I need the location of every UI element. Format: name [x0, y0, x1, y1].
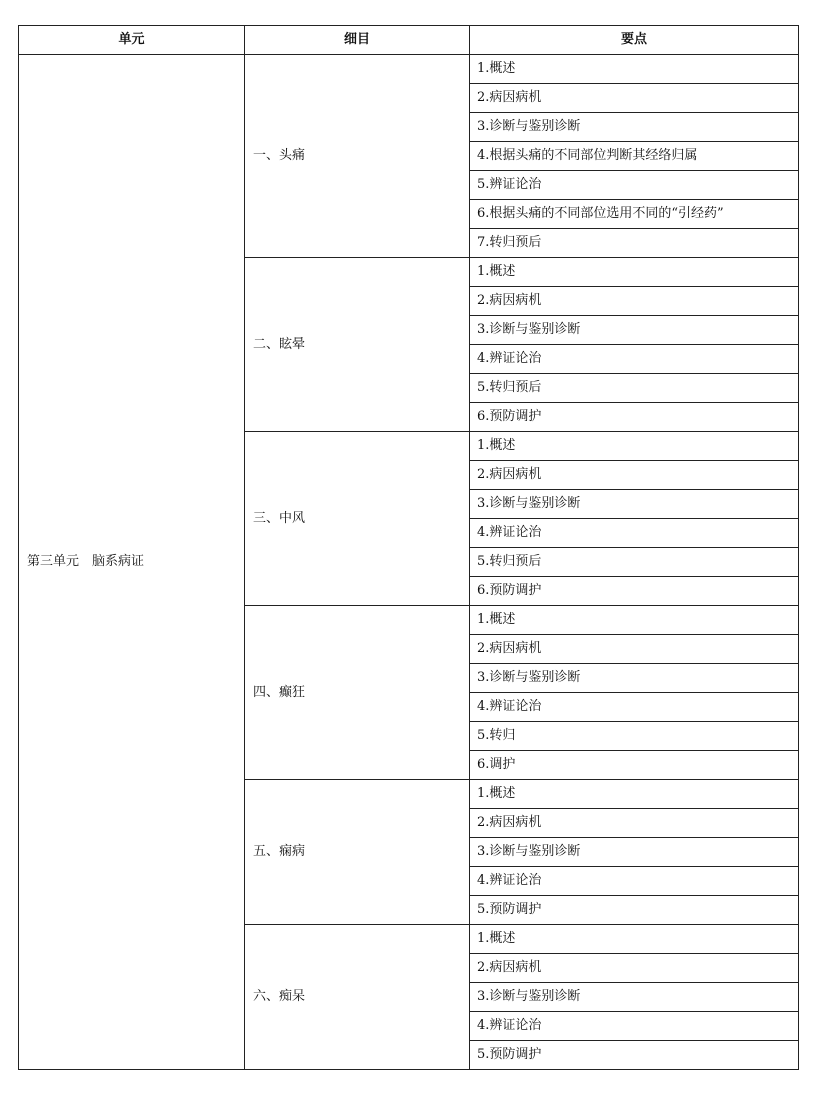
point-cell: 2.病因病机	[470, 84, 799, 113]
point-cell: 6.预防调护	[470, 403, 799, 432]
point-cell: 5.辨证论治	[470, 171, 799, 200]
table-row	[19, 55, 799, 84]
point-cell: 3.诊断与鉴别诊断	[470, 664, 799, 693]
point-cell: 4.辨证论治	[470, 1012, 799, 1041]
item-cell: 五、痫病	[245, 780, 470, 925]
unit-cell: 第三单元 脑系病证	[19, 55, 245, 1070]
point-cell: 1.概述	[470, 55, 799, 84]
point-cell: 5.转归预后	[470, 374, 799, 403]
syllabus-table	[18, 25, 799, 1070]
point-cell: 3.诊断与鉴别诊断	[470, 490, 799, 519]
point-cell: 2.病因病机	[470, 635, 799, 664]
item-cell: 六、痴呆	[245, 925, 470, 1070]
table-header	[19, 26, 799, 55]
point-cell: 2.病因病机	[470, 809, 799, 838]
point-cell: 4.辨证论治	[470, 519, 799, 548]
point-cell: 2.病因病机	[470, 461, 799, 490]
point-cell: 1.概述	[470, 606, 799, 635]
point-cell: 3.诊断与鉴别诊断	[470, 113, 799, 142]
item-cell: 三、中风	[245, 432, 470, 606]
header-unit: 单元	[19, 26, 245, 55]
point-cell: 4.辨证论治	[470, 345, 799, 374]
point-cell: 3.诊断与鉴别诊断	[470, 316, 799, 345]
item-cell: 二、眩晕	[245, 258, 470, 432]
point-cell: 3.诊断与鉴别诊断	[470, 983, 799, 1012]
point-cell: 6.预防调护	[470, 577, 799, 606]
point-cell: 6.调护	[470, 751, 799, 780]
point-cell: 5.转归预后	[470, 548, 799, 577]
point-cell: 1.概述	[470, 925, 799, 954]
header-point: 要点	[470, 26, 799, 55]
point-cell: 3.诊断与鉴别诊断	[470, 838, 799, 867]
point-cell: 2.病因病机	[470, 954, 799, 983]
point-cell: 1.概述	[470, 432, 799, 461]
point-cell: 4.辨证论治	[470, 867, 799, 896]
table-body	[19, 55, 799, 1070]
point-cell: 5.预防调护	[470, 896, 799, 925]
point-cell: 7.转归预后	[470, 229, 799, 258]
header-item: 细目	[245, 26, 470, 55]
point-cell: 4.辨证论治	[470, 693, 799, 722]
point-cell: 5.预防调护	[470, 1041, 799, 1070]
item-cell: 四、癫狂	[245, 606, 470, 780]
header-row	[19, 26, 799, 55]
point-cell: 1.概述	[470, 258, 799, 287]
point-cell: 2.病因病机	[470, 287, 799, 316]
point-cell: 6.根据头痛的不同部位选用不同的“引经药”	[470, 200, 799, 229]
item-cell: 一、头痛	[245, 55, 470, 258]
point-cell: 1.概述	[470, 780, 799, 809]
point-cell: 4.根据头痛的不同部位判断其经络归属	[470, 142, 799, 171]
point-cell: 5.转归	[470, 722, 799, 751]
